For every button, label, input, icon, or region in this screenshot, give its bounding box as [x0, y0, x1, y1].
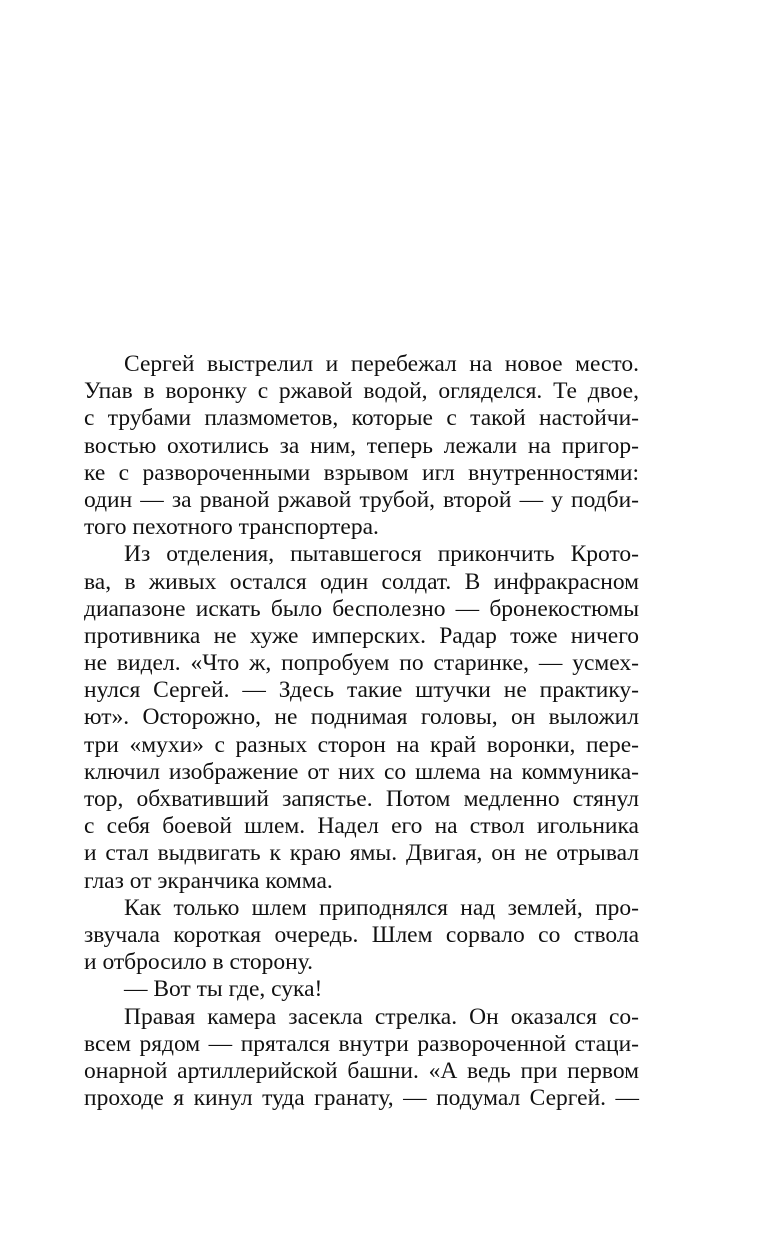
paragraph [84, 1004, 639, 1113]
text-line: онарной артиллерийской башни. «А ведь при первом [84, 1057, 639, 1084]
text-line: не видел. «Что ж, попробуем по старинке, — усмех- [84, 650, 639, 677]
book-page-text [84, 351, 639, 1112]
text-line: Сергей выстрелил и перебежал на новое место. [124, 351, 639, 377]
text-line: и отбросило в сторону. [84, 949, 314, 976]
text-line: с себя боевой шлем. Надел его на ствол игольника [84, 813, 639, 840]
text-line: Из отделения, пытавшегося прикончить Крото- [124, 541, 639, 568]
text-line: Упав в воронку с ржавой водой, огляделся. Те двое, [84, 378, 639, 405]
dialogue-paragraph [84, 976, 639, 1003]
text-line: глаз от экранчика комма. [84, 867, 333, 894]
text-line: противника не хуже имперских. Радар тоже ничего [84, 622, 639, 649]
text-line: проходе я кинул туда гранату, — подумал Сергей. — [84, 1085, 639, 1112]
text-line: ключил изображение от них со шлема на коммуника- [84, 758, 639, 785]
text-line: того пехотного транспортера. [84, 514, 379, 541]
text-line: три «мухи» с разных сторон на край воронки, пере- [84, 731, 639, 758]
text-line: диапазоне искать было бесполезно — бронекостюмы [84, 595, 639, 622]
text-line: ют». Осторожно, не поднимая головы, он выложил [84, 704, 639, 731]
text-line: нулся Сергей. — Здесь такие штучки не практику- [84, 677, 639, 704]
text-line: Правая камера засекла стрелка. Он оказался со- [124, 1003, 639, 1030]
paragraph [84, 351, 639, 541]
paragraph [84, 895, 639, 977]
dialogue-line: — Вот ты где, сука! [124, 976, 323, 1003]
text-line: ке с развороченными взрывом игл внутренностями: [84, 459, 639, 486]
text-line: Как только шлем приподнялся над землей, про- [124, 894, 639, 921]
text-line: ва, в живых остался один солдат. В инфракрасном [84, 568, 639, 595]
paragraph [84, 541, 639, 894]
text-line: и стал выдвигать к краю ямы. Двигая, он не отрывал [84, 840, 639, 867]
text-line: тор, обхвативший запястье. Потом медленно стянул [84, 786, 639, 812]
text-line: с трубами плазмометов, которые с такой настойчи- [84, 405, 639, 432]
text-line: один — за рваной ржавой трубой, второй — у подби- [84, 486, 639, 513]
text-line: востью охотились за ним, теперь лежали на пригор- [84, 432, 639, 459]
text-line: звучала короткая очередь. Шлем сорвало со ствола [84, 921, 639, 948]
text-line: всем рядом — прятался внутри развороченной стаци- [84, 1030, 639, 1057]
